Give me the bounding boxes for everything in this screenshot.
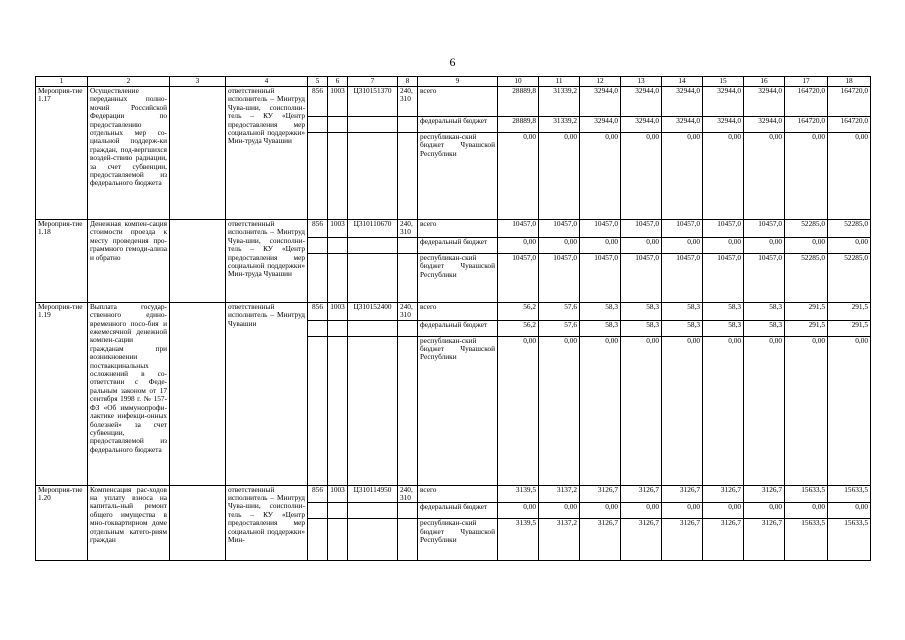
header-cell: 11: [539, 77, 580, 87]
header-cell: 3: [170, 77, 226, 87]
csr-code: Ц310114950: [348, 485, 398, 503]
empty-cell: [398, 253, 418, 302]
measure-code: Мероприя-тие 1.18: [36, 220, 88, 303]
value-cell: 291,5: [785, 320, 828, 336]
measure-name: Выплата государ-ственного едино-временного посо-бия и ежемесячной денежной компен-сации гражданам при возникновении поствакцинальных осложнений в со-ответствии с Феде-ральным законом от 17 сентября 1998 г. № 157-ФЗ «Об иммунопрофи-лактике инфекци-онных болезней» за счет субвенции, предоставляемой из федерального бюджета: [88, 302, 170, 485]
value-cell: 58,3: [621, 302, 662, 320]
value-cell: 0,00: [539, 503, 580, 519]
funding-source: республикан-ский бюджет Чувашской Республики: [418, 253, 498, 302]
empty-cell: [170, 485, 226, 561]
empty-cell: [348, 253, 398, 302]
empty-cell: [308, 503, 328, 519]
value-cell: 3139,5: [498, 519, 539, 561]
empty-cell: [328, 519, 348, 561]
funding-source: всего: [418, 220, 498, 238]
value-cell: 56,2: [498, 302, 539, 320]
value-cell: 3126,7: [621, 519, 662, 561]
value-cell: 10457,0: [662, 220, 703, 238]
value-cell: 0,00: [498, 237, 539, 253]
value-cell: 10457,0: [621, 253, 662, 302]
value-cell: 3126,7: [744, 519, 785, 561]
value-cell: 0,00: [539, 336, 580, 485]
value-cell: 52285,0: [785, 253, 828, 302]
header-cell: 15: [703, 77, 744, 87]
value-cell: 32944,0: [703, 117, 744, 133]
value-cell: 0,00: [621, 133, 662, 220]
value-cell: 0,00: [580, 133, 621, 220]
empty-cell: [398, 237, 418, 253]
value-cell: 58,3: [621, 320, 662, 336]
value-cell: 10457,0: [580, 220, 621, 238]
empty-cell: [398, 117, 418, 133]
value-cell: 164720,0: [828, 87, 871, 117]
funding-source: республикан-ский бюджет Чувашской Республики: [418, 133, 498, 220]
rzpr-code: 1003: [328, 87, 348, 117]
value-cell: 0,00: [828, 336, 871, 485]
value-cell: 10457,0: [662, 253, 703, 302]
value-cell: 0,00: [662, 133, 703, 220]
value-cell: 0,00: [744, 503, 785, 519]
value-cell: 28889,8: [498, 87, 539, 117]
empty-cell: [328, 237, 348, 253]
value-cell: 291,5: [828, 302, 871, 320]
value-cell: 58,3: [580, 302, 621, 320]
empty-cell: [328, 320, 348, 336]
value-cell: 58,3: [703, 320, 744, 336]
value-cell: 58,3: [662, 320, 703, 336]
empty-cell: [308, 117, 328, 133]
empty-cell: [398, 519, 418, 561]
table-row: [36, 302, 871, 320]
value-cell: 56,2: [498, 320, 539, 336]
value-cell: 3126,7: [662, 519, 703, 561]
value-cell: 10457,0: [539, 220, 580, 238]
value-cell: 10457,0: [703, 253, 744, 302]
empty-cell: [348, 503, 398, 519]
value-cell: 291,5: [785, 302, 828, 320]
value-cell: 164720,0: [785, 87, 828, 117]
value-cell: 32944,0: [744, 87, 785, 117]
empty-cell: [308, 336, 328, 485]
rzpr-code: 1003: [328, 485, 348, 503]
value-cell: 58,3: [662, 302, 703, 320]
value-cell: 0,00: [744, 336, 785, 485]
measure-name: Осуществление переданных полно-мочий Российской Федерации по предоставлению отдельных мер со-циальной поддерж-ки граждан, под-вергшихся воздей-ствию радиации, за счет субвенции, предоставляемой из федерального бюджета: [88, 87, 170, 220]
empty-cell: [348, 117, 398, 133]
empty-cell: [348, 237, 398, 253]
value-cell: 0,00: [703, 133, 744, 220]
value-cell: 15633,5: [828, 485, 871, 503]
funding-source: федеральный бюджет: [418, 117, 498, 133]
empty-cell: [398, 503, 418, 519]
value-cell: 291,5: [828, 320, 871, 336]
value-cell: 3126,7: [580, 485, 621, 503]
grbs-code: 856: [308, 87, 328, 117]
value-cell: 0,00: [662, 503, 703, 519]
value-cell: 32944,0: [621, 117, 662, 133]
header-cell: 1: [36, 77, 88, 87]
funding-source: всего: [418, 302, 498, 320]
value-cell: 0,00: [539, 237, 580, 253]
value-cell: 0,00: [744, 237, 785, 253]
value-cell: 58,3: [580, 320, 621, 336]
value-cell: 0,00: [828, 133, 871, 220]
header-cell: 12: [580, 77, 621, 87]
value-cell: 0,00: [621, 503, 662, 519]
value-cell: 0,00: [785, 237, 828, 253]
empty-cell: [170, 302, 226, 485]
value-cell: 3137,2: [539, 485, 580, 503]
empty-cell: [348, 519, 398, 561]
value-cell: 0,00: [621, 237, 662, 253]
funding-source: федеральный бюджет: [418, 237, 498, 253]
value-cell: 0,00: [744, 133, 785, 220]
value-cell: 0,00: [498, 133, 539, 220]
measure-code: Мероприя-тие 1.20: [36, 485, 88, 561]
grbs-code: 856: [308, 485, 328, 503]
value-cell: 32944,0: [621, 87, 662, 117]
header-cell: 14: [662, 77, 703, 87]
empty-cell: [308, 237, 328, 253]
vr-code: 240, 310: [398, 485, 418, 503]
value-cell: 32944,0: [744, 117, 785, 133]
value-cell: 32944,0: [662, 87, 703, 117]
header-cell: 10: [498, 77, 539, 87]
value-cell: 0,00: [703, 503, 744, 519]
value-cell: 0,00: [580, 336, 621, 485]
csr-code: Ц310152400: [348, 302, 398, 320]
header-cell: 5: [308, 77, 328, 87]
header-cell: 4: [226, 77, 308, 87]
value-cell: 15633,5: [785, 485, 828, 503]
value-cell: 15633,5: [785, 519, 828, 561]
value-cell: 3137,2: [539, 519, 580, 561]
grbs-code: 856: [308, 302, 328, 320]
empty-cell: [308, 133, 328, 220]
funding-source: федеральный бюджет: [418, 320, 498, 336]
measure-name: Компенсация рас-ходов на уплату взноса на капиталь-ный ремонт общего имущества в мно-гоквартирном доме отдельным катего-риям граждан: [88, 485, 170, 561]
empty-cell: [328, 336, 348, 485]
header-cell: 17: [785, 77, 828, 87]
empty-cell: [328, 253, 348, 302]
grbs-code: 856: [308, 220, 328, 238]
empty-cell: [398, 133, 418, 220]
funding-source: республикан-ский бюджет Чувашской Республики: [418, 336, 498, 485]
value-cell: 10457,0: [539, 253, 580, 302]
empty-cell: [398, 320, 418, 336]
measure-executor: ответственный исполнитель – Минтруд Чува-шии, соисполни-тель – КУ «Центр предоставления мер социальной поддержки» Мин-: [226, 485, 308, 561]
value-cell: 0,00: [580, 237, 621, 253]
csr-code: Ц310110670: [348, 220, 398, 238]
value-cell: 0,00: [662, 336, 703, 485]
value-cell: 52285,0: [828, 253, 871, 302]
value-cell: 0,00: [828, 237, 871, 253]
value-cell: 3126,7: [744, 485, 785, 503]
value-cell: 31339,2: [539, 117, 580, 133]
empty-cell: [328, 117, 348, 133]
value-cell: 32944,0: [662, 117, 703, 133]
header-cell: 8: [398, 77, 418, 87]
value-cell: 15633,5: [828, 519, 871, 561]
value-cell: 164720,0: [785, 117, 828, 133]
value-cell: 32944,0: [580, 117, 621, 133]
value-cell: 0,00: [621, 336, 662, 485]
empty-cell: [308, 519, 328, 561]
empty-cell: [328, 133, 348, 220]
value-cell: 58,3: [744, 302, 785, 320]
value-cell: 52285,0: [828, 220, 871, 238]
value-cell: 0,00: [703, 237, 744, 253]
funding-source: республикан-ский бюджет Чувашской Республики: [418, 519, 498, 561]
measure-code: Мероприя-тие 1.17: [36, 87, 88, 220]
measure-executor: ответственный исполнитель – Минтруд Чувашии: [226, 302, 308, 485]
value-cell: 0,00: [662, 237, 703, 253]
header-cell: 9: [418, 77, 498, 87]
rzpr-code: 1003: [328, 220, 348, 238]
header-cell: 6: [328, 77, 348, 87]
empty-cell: [308, 253, 328, 302]
funding-source: всего: [418, 87, 498, 117]
table-row: [36, 220, 871, 238]
table-row: [36, 485, 871, 503]
header-cell: 18: [828, 77, 871, 87]
vr-code: 240, 310: [398, 220, 418, 238]
empty-cell: [170, 87, 226, 220]
funding-source: всего: [418, 485, 498, 503]
rzpr-code: 1003: [328, 302, 348, 320]
value-cell: 10457,0: [703, 220, 744, 238]
empty-cell: [398, 336, 418, 485]
empty-cell: [328, 503, 348, 519]
value-cell: 10457,0: [498, 253, 539, 302]
value-cell: 0,00: [498, 503, 539, 519]
value-cell: 3126,7: [703, 485, 744, 503]
header-cell: 7: [348, 77, 398, 87]
value-cell: 3126,7: [580, 519, 621, 561]
page-number: 6: [449, 55, 456, 69]
value-cell: 0,00: [785, 503, 828, 519]
value-cell: 0,00: [539, 133, 580, 220]
value-cell: 57,6: [539, 320, 580, 336]
value-cell: 0,00: [785, 336, 828, 485]
value-cell: 28889,8: [498, 117, 539, 133]
measure-code: Мероприя-тие 1.19: [36, 302, 88, 485]
value-cell: 10457,0: [580, 253, 621, 302]
value-cell: 10457,0: [744, 253, 785, 302]
vr-code: 240, 310: [398, 87, 418, 117]
value-cell: 32944,0: [703, 87, 744, 117]
value-cell: 57,6: [539, 302, 580, 320]
value-cell: 0,00: [703, 336, 744, 485]
header-cell: 2: [88, 77, 170, 87]
empty-cell: [308, 320, 328, 336]
value-cell: 58,3: [703, 302, 744, 320]
header-cell: 16: [744, 77, 785, 87]
value-cell: 0,00: [580, 503, 621, 519]
value-cell: 0,00: [828, 503, 871, 519]
value-cell: 3139,5: [498, 485, 539, 503]
budget-table: [35, 76, 871, 561]
value-cell: 3126,7: [621, 485, 662, 503]
value-cell: 10457,0: [621, 220, 662, 238]
value-cell: 32944,0: [580, 87, 621, 117]
empty-cell: [348, 320, 398, 336]
measure-executor: ответственный исполнитель – Минтруд Чува-шии, соисполни-тель – КУ «Центр предоставления мер социальной поддержки» Мин-труда Чувашии: [226, 87, 308, 220]
value-cell: 0,00: [785, 133, 828, 220]
funding-source: федеральный бюджет: [418, 503, 498, 519]
value-cell: 3126,7: [703, 519, 744, 561]
header-row: [36, 77, 871, 87]
value-cell: 164720,0: [828, 117, 871, 133]
measure-name: Денежная компен-сация стоимости проезда к месту проведения про-граммного гемоди-ализа и обратно: [88, 220, 170, 303]
csr-code: Ц310151370: [348, 87, 398, 117]
value-cell: 10457,0: [498, 220, 539, 238]
value-cell: 10457,0: [744, 220, 785, 238]
value-cell: 58,3: [744, 320, 785, 336]
empty-cell: [348, 336, 398, 485]
empty-cell: [348, 133, 398, 220]
table-row: [36, 87, 871, 117]
value-cell: 31339,2: [539, 87, 580, 117]
value-cell: 3126,7: [662, 485, 703, 503]
header-cell: 13: [621, 77, 662, 87]
vr-code: 240, 310: [398, 302, 418, 320]
measure-executor: ответственный исполнитель – Минтруд Чува-шии, соисполни-тель – КУ «Центр предоставления мер социальной поддержки» Мин-труда Чувашии: [226, 220, 308, 303]
value-cell: 0,00: [498, 336, 539, 485]
value-cell: 52285,0: [785, 220, 828, 238]
empty-cell: [170, 220, 226, 303]
